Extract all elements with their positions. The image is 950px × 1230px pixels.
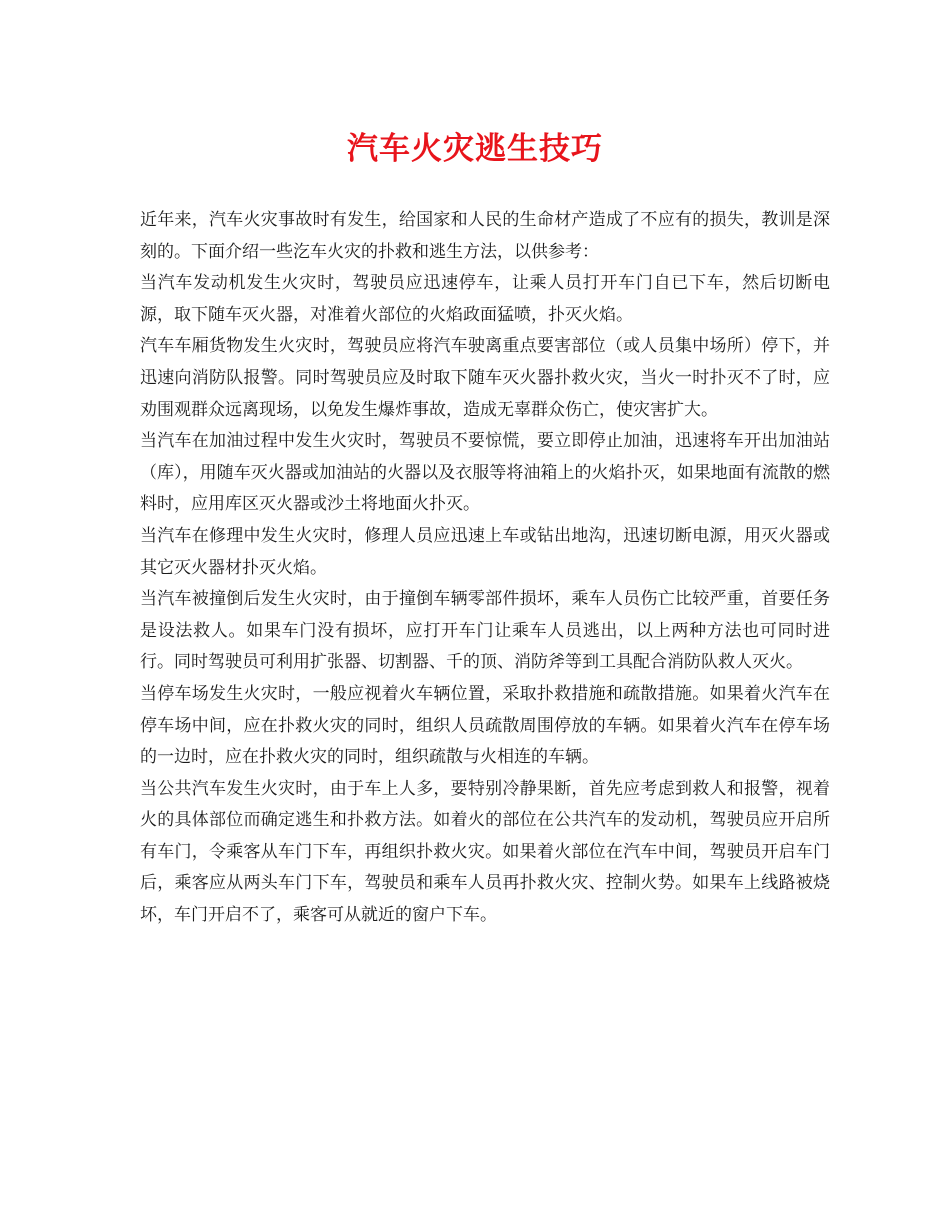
paragraph-repair-fire: 当汽车在修理中发生火灾时，修理人员应迅速上车或钻出地沟，迅速切断电源，用灭火器或其它灭火器材扑灭火焰。	[140, 525, 830, 578]
document-title: 汽车火灾逃生技巧	[347, 131, 603, 167]
paragraph-cargo-fire: 汽车车厢货物发生火灾时，驾驶员应将汽车驶离重点要害部位（或人员集中场所）停下，并迅速向消防队报警。同时驾驶员应及时取下随车灭火器扑救火灾，当火一时扑灭不了时，应劝围观群众远离现场，以免发生爆炸事故，造成无辜群众伤亡，使灾害扩大。	[140, 336, 830, 420]
paragraph-bus-fire: 当公共汽车发生火灾时，由于车上人多，要特别冷静果断，首先应考虑到救人和报警，视着火的具体部位而确定逃生和扑救方法。如着火的部位在公共汽车的发动机，驾驶员应开启所有车门，令乘客从车门下车，再组织扑救火灾。如果着火部位在汽车中间，驾驶员开启车门后，乘客应从两头车门下车，驾驶员和乘车人员再扑救火灾、控制火势。如果车上线路被烧坏，车门开启不了，乘客可从就近的窗户下车。	[140, 778, 830, 926]
paragraph-parking-fire: 当停车场发生火灾时，一般应视着火车辆位置，采取扑救措施和疏散措施。如果着火汽车在停车场中间，应在扑救火灾的同时，组织人员疏散周围停放的车辆。如果着火汽车在停车场的一边时，应在扑救火灾的同时，组织疏散与火相连的车辆。	[140, 683, 830, 768]
paragraph-engine-fire: 当汽车发动机发生火灾时，驾驶员应迅速停车，让乘人员打开车门自已下车，然后切断电源，取下随车灭火器，对准着火部位的火焰政面猛喷，扑灭火焰。	[140, 273, 830, 325]
paragraph-refueling-fire: 当汽车在加油过程中发生火灾时，驾驶员不要惊慌，要立即停止加油，迅速将车开出加油站（库），用随车灭火器或加油站的火器以及衣服等将油箱上的火焰扑灭，如果地面有流散的燃料时，应用库区灭火器或沙土将地面火扑灭。	[140, 431, 830, 515]
paragraph-collision-fire: 当汽车被撞倒后发生火灾时，由于撞倒车辆零部件损坏，乘车人员伤亡比较严重，首要任务是设法救人。如果车门没有损坏，应打开车门让乘车人员逃出，以上两种方法也可同时进行。同时驾驶员可利用扩张器、切割器、千的顶、消防斧等到工具配合消防队救人灭火。	[140, 589, 830, 673]
document-body	[140, 205, 830, 932]
paragraph-intro: 近年来，汽车火灾事故时有发生，给国家和人民的生命材产造成了不应有的损失，教训是深刻的。下面介绍一些汔车火灾的扑救和逃生方法，以供参考：	[140, 210, 830, 262]
